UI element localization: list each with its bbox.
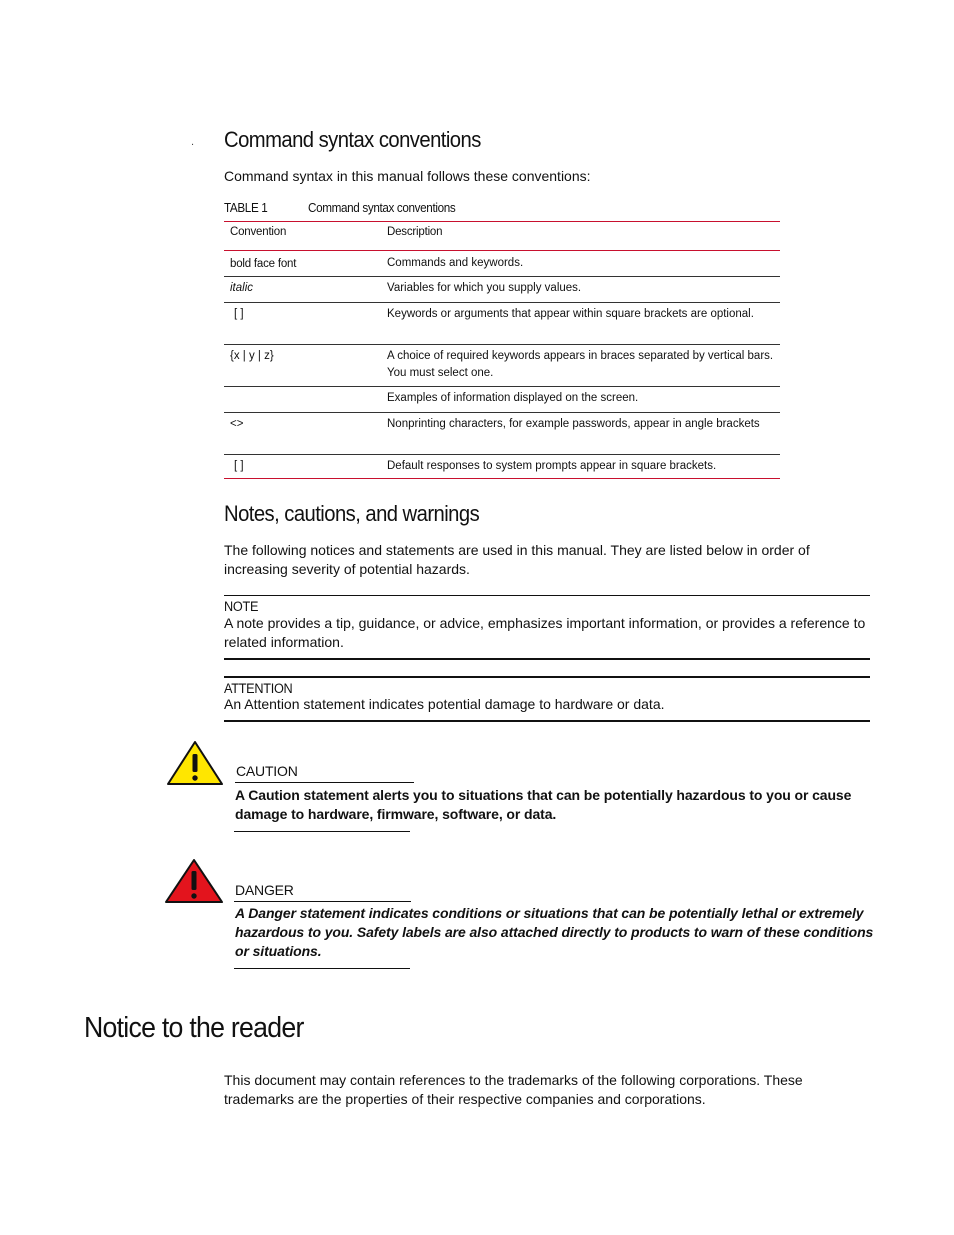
convention-cell: [ ]	[224, 303, 381, 345]
table-row	[224, 387, 780, 413]
danger-label: DANGER	[235, 882, 294, 898]
table-title: Command syntax conventions	[308, 200, 456, 215]
caution-text: A Caution statement alerts you to situations that can be potentially hazardous to you or cause damage to hardware, firmware, software, or data.	[235, 787, 852, 822]
table-caption	[224, 200, 780, 220]
conventions-table	[224, 221, 780, 479]
section-heading-notice: Notice to the reader	[84, 1012, 304, 1044]
description-cell: Keywords or arguments that appear within square brackets are optional.	[381, 303, 780, 345]
caution-label-rule	[235, 782, 414, 783]
caution-triangle-icon	[166, 740, 224, 786]
section-intro: The following notices and statements are used in this manual. They are listed below in order of increasing severity of potential hazards.	[224, 542, 810, 577]
danger-label-rule	[234, 901, 411, 902]
attention-label: ATTENTION	[224, 681, 293, 696]
note-text: A note provides a tip, guidance, or advice, emphasizes important information, or provides a reference to related information.	[224, 615, 866, 650]
section-heading-notes: Notes, cautions, and warnings	[224, 501, 480, 526]
table-row	[224, 277, 780, 303]
danger-triangle-icon	[164, 858, 224, 904]
table-row	[224, 251, 780, 277]
description-cell: Variables for which you supply values.	[381, 277, 780, 303]
description-cell: Examples of information displayed on the screen.	[381, 387, 780, 413]
note-box	[224, 595, 870, 660]
caution-bottom-rule	[234, 831, 410, 832]
description-cell: Nonprinting characters, for example passwords, appear in angle brackets	[381, 413, 780, 455]
table-row	[224, 345, 780, 387]
attention-text: An Attention statement indicates potential damage to hardware or data.	[224, 696, 665, 712]
description-cell: Commands and keywords.	[381, 251, 780, 277]
table-number: TABLE 1	[224, 200, 268, 215]
convention-cell	[224, 387, 381, 413]
margin-mark: .	[191, 136, 195, 148]
convention-cell: italic	[224, 277, 381, 303]
convention-cell: bold face font	[224, 251, 381, 277]
danger-text: A Danger statement indicates conditions or situations that can be potentially lethal or extremely hazardous to you. Safety labels are also attached directly to products to warn of these conditions or situations.	[235, 905, 874, 959]
column-header-description: Description	[381, 222, 780, 251]
attention-box	[224, 676, 870, 722]
table-header-row	[224, 222, 780, 251]
section-heading-command-syntax: Command syntax conventions	[224, 127, 481, 152]
convention-cell: <>	[224, 413, 381, 455]
convention-cell: [ ]	[234, 460, 244, 472]
table-row	[224, 413, 780, 455]
note-label: NOTE	[224, 599, 259, 614]
table-row	[224, 303, 780, 345]
description-cell: Default responses to system prompts appear in square brackets.	[387, 460, 717, 472]
danger-bottom-rule	[234, 968, 410, 969]
convention-cell: {x | y | z}	[224, 345, 381, 387]
notice-text: This document may contain references to the trademarks of the following corporations. These trademarks are the properties of their respective companies and corporations.	[224, 1072, 803, 1107]
description-cell: A choice of required keywords appears in braces separated by vertical bars. You must select one.	[381, 345, 780, 387]
table-row	[224, 455, 780, 479]
column-header-convention: Convention	[224, 222, 381, 251]
caution-label: CAUTION	[236, 763, 298, 779]
section-intro: Command syntax in this manual follows these conventions:	[224, 168, 591, 184]
